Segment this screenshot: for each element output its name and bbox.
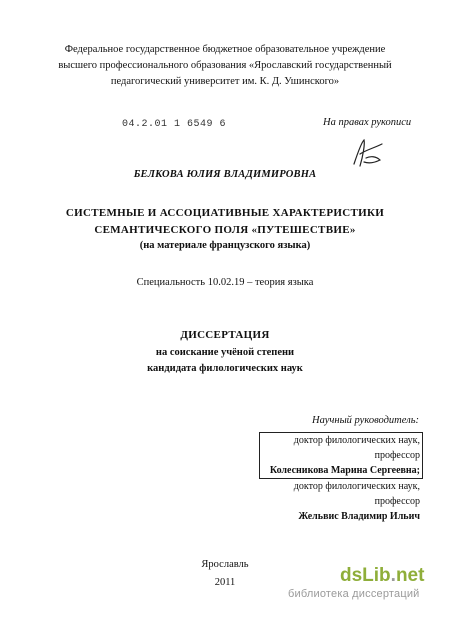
title-line-2: СЕМАНТИЧЕСКОГО ПОЛЯ «ПУТЕШЕСТВИЕ» (94, 224, 356, 236)
supervisor-2-name: Жельвис Владимир Ильич (298, 511, 420, 522)
logo-main: dsLib (340, 565, 391, 586)
header-line-2: высшего профессионального образования «Ярославский государственный (58, 60, 392, 71)
supervisor-1-title: профессор (259, 448, 423, 463)
handwritten-signature (346, 134, 386, 174)
supervisor-2-degree: доктор филологических наук, (293, 481, 420, 492)
supervisor-1-name: Колесникова Марина Сергеевна; (259, 463, 423, 479)
dissertation-heading: ДИССЕРТАЦИЯ (180, 329, 270, 341)
title-line-1: СИСТЕМНЫЕ И АССОЦИАТИВНЫЕ ХАРАКТЕРИСТИКИ (65, 207, 385, 219)
dslib-watermark-logo (340, 565, 424, 587)
degree-line-1: на соискание учёной степени (155, 347, 295, 358)
institution-header (0, 42, 450, 90)
city: Ярославль (201, 559, 249, 570)
thesis-title (0, 205, 450, 239)
header-line-1: Федеральное государственное бюджетное образовательное учреждение (64, 44, 386, 55)
library-stamp: 04.2.01 1 6549 6 (122, 119, 227, 130)
supervisor-2-title: профессор (374, 496, 420, 507)
dslib-watermark-caption: библиотека диссертаций (288, 588, 420, 600)
logo-tld: net (395, 565, 425, 586)
rights-note: На правах рукописи (323, 117, 412, 128)
degree-info (0, 345, 450, 377)
year: 2011 (214, 577, 236, 588)
thesis-subtitle: (на материале французского языка) (139, 240, 311, 251)
author-name: БЕЛКОВА ЮЛИЯ ВЛАДИМИРОВНА (133, 169, 317, 180)
specialty: Специальность 10.02.19 – теория языка (136, 277, 314, 288)
header-line-3: педагогический университет им. К. Д. Ушинского» (110, 76, 340, 87)
supervisor-1-degree: доктор филологических наук, (259, 432, 423, 448)
supervisor-label: Научный руководитель: (312, 415, 420, 426)
degree-line-2: кандидата филологических наук (147, 363, 303, 374)
supervisors-block (259, 432, 423, 524)
logo-dot: . (390, 565, 396, 586)
